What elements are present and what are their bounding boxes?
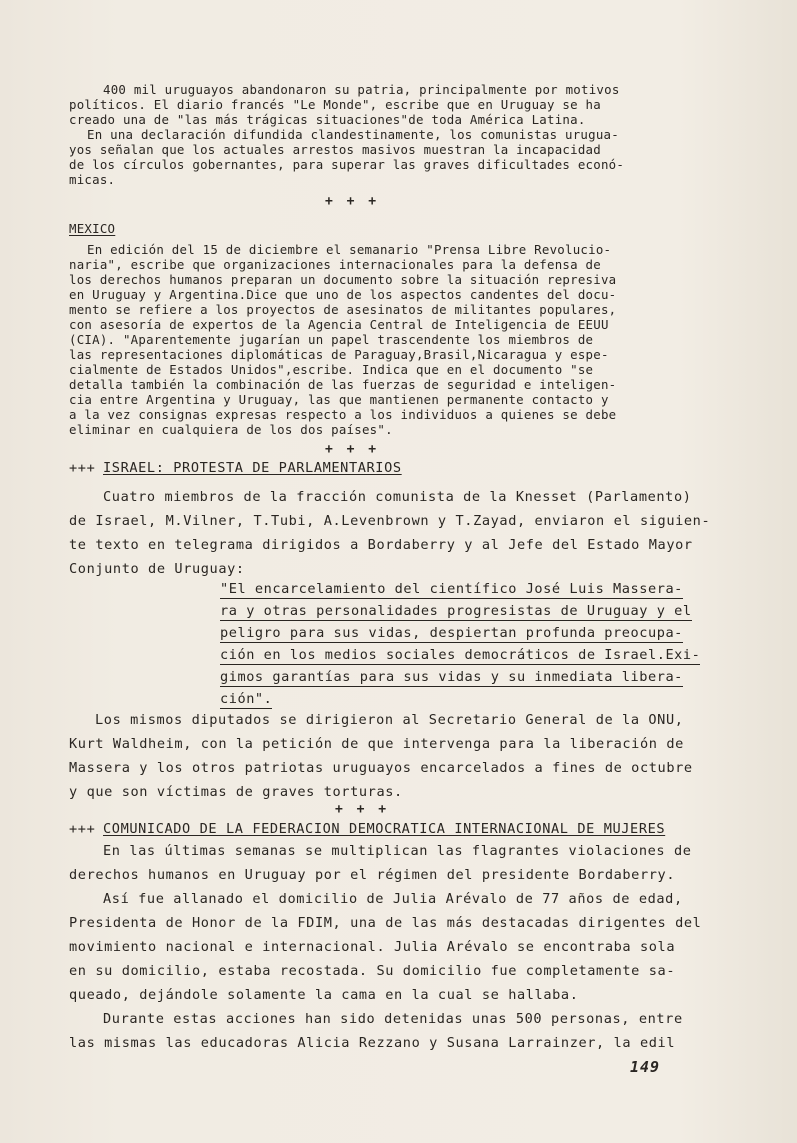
quote-line: gimos garantías para sus vidas y su inmediata libera- — [220, 669, 683, 685]
quote-line: "El encarcelamiento del científico José Luis Massera- — [220, 581, 683, 597]
paragraph-line: micas. — [69, 172, 116, 187]
paragraph-line: Durante estas acciones han sido detenidas unas 500 personas, entre — [103, 1011, 683, 1027]
paragraph-line: de Israel, M.Vilner, T.Tubi, A.Levenbrown y T.Zayad, enviaron el siguien- — [69, 513, 711, 529]
section-marker: +++ — [69, 821, 96, 837]
paragraph-line: derechos humanos en Uruguay por el régimen del presidente Bordaberry. — [69, 867, 676, 883]
paragraph-line: Así fue allanado el domicilio de Julia Arévalo de 77 años de edad, — [103, 891, 683, 907]
paragraph-line: yos señalan que los actuales arrestos masivos muestran la incapacidad — [69, 142, 601, 157]
paragraph-line: Massera y los otros patriotas uruguayos encarcelados a fines de octubre — [69, 760, 693, 776]
paragraph-line: te texto en telegrama dirigidos a Bordaberry y al Jefe del Estado Mayor — [69, 537, 693, 553]
paragraph-line: naria", escribe que organizaciones internacionales para la defensa de — [69, 257, 601, 272]
section-separator: + + + — [325, 194, 380, 209]
quote-line: ción en los medios sociales democráticos de Israel.Exi- — [220, 647, 701, 663]
paragraph-line: Cuatro miembros de la fracción comunista de la Knesset (Parlamento) — [103, 489, 692, 505]
paragraph-line: con asesoría de expertos de la Agencia Central de Inteligencia de EEUU — [69, 317, 609, 332]
paragraph-line: de los círculos gobernantes, para superar las graves dificultades econó- — [69, 157, 625, 172]
paragraph-line: creado una de "las más trágicas situaciones"de toda América Latina. — [69, 112, 586, 127]
paragraph-line: en su domicilio, estaba recostada. Su domicilio fue completamente sa- — [69, 963, 676, 979]
paragraph-line: cialmente de Estados Unidos",escribe. Indica que en el documento "se — [69, 362, 594, 377]
paragraph-line: Conjunto de Uruguay: — [69, 561, 245, 577]
paragraph-line: queado, dejándole solamente la cama en la cual se hallaba. — [69, 987, 579, 1003]
paragraph-line: políticos. El diario francés "Le Monde", escribe que en Uruguay se ha — [69, 97, 601, 112]
paragraph-line: a la vez consignas expresas respecto a los individuos a quienes se debe — [69, 407, 617, 422]
section-marker: +++ — [69, 460, 96, 476]
quote-line: peligro para sus vidas, despiertan profunda preocupa- — [220, 625, 683, 641]
paragraph-line: En edición del 15 de diciembre el semanario "Prensa Libre Revolucio- — [87, 242, 612, 257]
quote-line: ción". — [220, 691, 273, 707]
quote-line: ra y otras personalidades progresistas de Uruguay y el — [220, 603, 692, 619]
paragraph-line: Los mismos diputados se dirigieron al Secretario General de la ONU, — [95, 712, 684, 728]
paragraph-line: mento se refiere a los proyectos de asesinatos de militantes populares, — [69, 302, 617, 317]
paragraph-line: En una declaración difundida clandestinamente, los comunistas urugua- — [87, 127, 619, 142]
paragraph-line: (CIA). "Aparentemente jugarían un papel trascendente los miembros de — [69, 332, 594, 347]
paragraph-line: los derechos humanos preparan un documento sobre la situación represiva — [69, 272, 617, 287]
paragraph-line: eliminar en cualquiera de los dos países". — [69, 422, 393, 437]
page-number: 149 — [630, 1058, 661, 1076]
paragraph-line: las mismas las educadoras Alicia Rezzano y Susana Larrainzer, la edil — [69, 1035, 676, 1051]
paragraph-line: movimiento nacional e internacional. Julia Arévalo se encontraba sola — [69, 939, 676, 955]
section-heading-mexico: MEXICO — [69, 221, 116, 236]
paragraph-line: 400 mil uruguayos abandonaron su patria, principalmente por motivos — [103, 82, 620, 97]
paragraph-line: cia entre Argentina y Uruguay, las que mantienen permanente contacto y — [69, 392, 609, 407]
paragraph-line: en Uruguay y Argentina.Dice que uno de los aspectos candentes del docu- — [69, 287, 617, 302]
paragraph-line: las representaciones diplomáticas de Paraguay,Brasil,Nicaragua y espe- — [69, 347, 609, 362]
section-heading-israel: ISRAEL: PROTESTA DE PARLAMENTARIOS — [103, 460, 402, 476]
paragraph-line: detalla también la combinación de las fuerzas de seguridad e inteligen- — [69, 377, 617, 392]
section-separator: + + + — [335, 802, 390, 817]
section-heading-fdim: COMUNICADO DE LA FEDERACION DEMOCRATICA INTERNACIONAL DE MUJERES — [103, 821, 666, 837]
paragraph-line: En las últimas semanas se multiplican las flagrantes violaciones de — [103, 843, 692, 859]
paragraph-line: Presidenta de Honor de la FDIM, una de las más destacadas dirigentes del — [69, 915, 702, 931]
section-separator: + + + — [325, 442, 380, 457]
paragraph-line: y que son víctimas de graves torturas. — [69, 784, 403, 800]
paragraph-line: Kurt Waldheim, con la petición de que intervenga para la liberación de — [69, 736, 684, 752]
